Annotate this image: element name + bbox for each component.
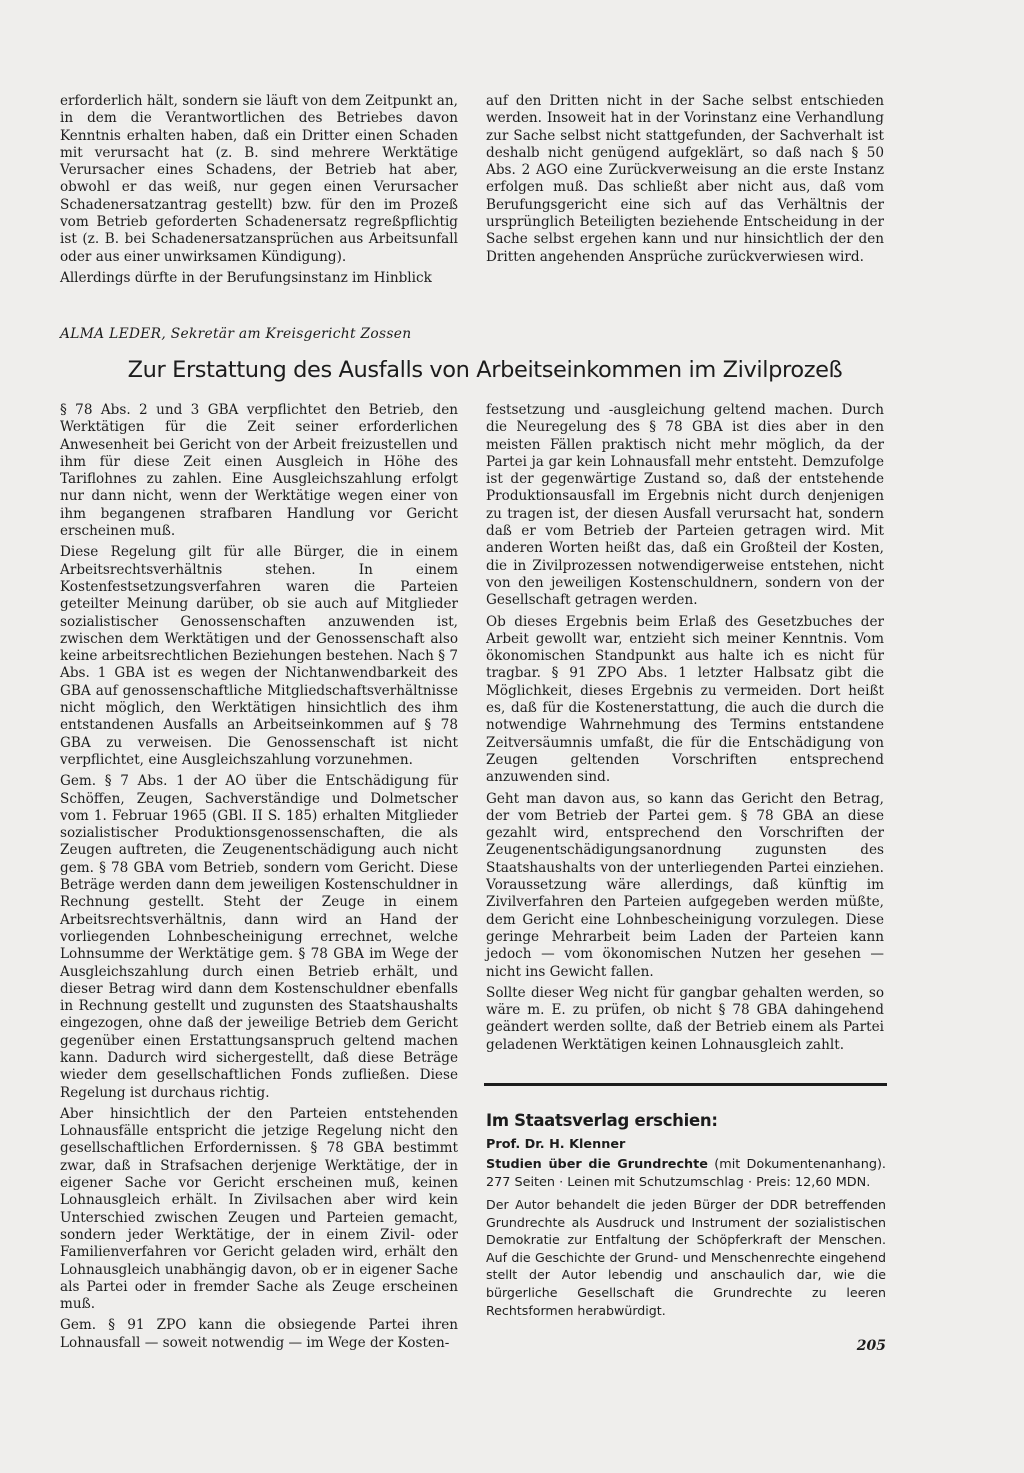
article-title: Zur Erstattung des Ausfalls von Arbeitseinkommen im Zivilprozeß — [127, 357, 843, 383]
paragraph: Gem. § 91 ZPO kann die obsiegende Partei ihren Lohnausfall — soweit notwendig — im Wege der Kosten- — [60, 1317, 458, 1351]
advert-heading: Im Staatsverlag erschien: — [486, 1111, 718, 1130]
article-right-column — [486, 402, 884, 1058]
advert-author: Prof. Dr. H. Klenner — [486, 1137, 626, 1152]
advert-description: Der Autor behandelt die jeden Bürger der DDR betreffenden Grundrechte als Ausdruck und Instrument der sozialistischen Demokratie zur Entfaltung der Schöpferkraft der Menschen. Auf die Geschichte der Grund- und Menschenrechte eingehend stellt der Autor lebendig und anschaulich dar, wie die bürgerliche Gesellschaft die Grundrechte zu leeren Rechtsformen herabwürdigt. — [486, 1197, 886, 1318]
advert-book-title: Studien über die Grundrechte — [486, 1157, 708, 1172]
paragraph: Diese Regelung gilt für alle Bürger, die in einem Arbeitsrechtsverhältnis stehen. In einem Kostenfestsetzungsverfahren waren die Parteien geteilter Meinung darüber, ob sie auch auf Mitglieder sozialistischer Genossenschaften anzuwenden ist, zwischen dem Werktätigen und der Genossenschaft also keine arbeitsrechtlichen Beziehungen bestehen. Nach § 7 Abs. 1 GBA ist es wegen der Nichtanwendbarkeit des GBA auf genossenschaftliche Mitgliedschaftsverhältnisse nicht möglich, den Werktätigen hinsichtlich des ihm entstandenen Ausfalls an Arbeitseinkommen auf § 78 GBA zu verweisen. Die Genossenschaft ist nicht verpflichtet, eine Ausgleichszahlung vorzunehmen. — [60, 544, 459, 768]
advert-book-details: 277 Seiten · Leinen mit Schutzumschlag · Preis: 12,60 MDN. — [486, 1175, 871, 1190]
article-author-line: ALMA LEDER, Sekretär am Kreisgericht Zossen — [60, 326, 412, 342]
paragraph: erforderlich hält, sondern sie läuft von dem Zeitpunkt an, in dem die Verantwortlichen des Betriebes davon Kenntnis erhalten haben, daß ein Dritter einen Schaden mit verursacht hat (z. B. sind mehrere Werktätige Verursacher eines Schadens, der Betrieb hat aber, obwohl er das weiß, nur gegen einen Verursacher Schadenersatzantrag gestellt) bzw. für den im Prozeß vom Betrieb geforderten Schadenersatz regreßpflichtig ist (z. B. bei Schadenersatzansprüchen aus Arbeitsunfall oder aus einer unwirksamen Kündigung). — [60, 93, 458, 265]
paragraph: Aber hinsichtlich der den Parteien entstehenden Lohnausfälle entspricht die jetzige Regelung nicht den gesellschaftlichen Erfordernissen. § 78 GBA bestimmt zwar, daß in Strafsachen derjenige Werktätige, der in eigener Sache vor Gericht erscheinen muß, keinen Lohnausgleich erhält. In Zivilsachen aber wird kein Unterschied zwischen Zeugen und Parteien gemacht, sondern jeder Werktätige, der in einem Zivil- oder Familienverfahren vor Gericht geladen wird, erhält den Lohnausgleich unabhängig davon, ob er in eigener Sache als Partei oder in fremder Sache als Zeuge erscheinen muß. — [60, 1105, 458, 1313]
paragraph: Allerdings dürfte in der Berufungsinstanz im Hinblick — [60, 269, 432, 286]
paragraph: § 78 Abs. 2 und 3 GBA verpflichtet den Betrieb, den Werktätigen für die Zeit seiner erforderlichen Anwesenheit bei Gericht von der Arbeit freizustellen und ihm für diese Zeit einen Ausgleich in Höhe des Tariflohnes zu zahlen. Eine Ausgleichszahlung erfolgt nur dann nicht, wenn der Werktätige wegen einer von ihm begangenen strafbaren Handlung vor Gericht erscheinen muß. — [60, 402, 458, 540]
advert-book-info — [486, 1156, 886, 1192]
top-right-column — [486, 93, 884, 270]
paragraph: Gem. § 7 Abs. 1 der AO über die Entschädigung für Schöffen, Zeugen, Sachverständige und Dolmetscher vom 1. Februar 1965 (GBl. II S. 185) erhalten Mitglieder sozialistischer Produktionsgenossenschaften, die als Zeugen auftreten, die Zeugenentschädigung auch nicht gem. § 78 GBA vom Betrieb, sondern vom Gericht. Diese Beträge werden dann dem jeweiligen Kostenschuldner in Rechnung gestellt. Steht der Zeuge in einem Arbeitsrechtsverhältnis, dann wird an Hand der vorliegenden Lohnbescheinigung errechnet, welche Lohnsumme der Werktätige gem. § 78 GBA im Wege der Ausgleichszahlung durch einen Betrieb erhält, und dieser Betrag wird dann dem Kostenschuldner ebenfalls in Rechnung gestellt und zugunsten des Staatshaushalts eingezogen, ohne daß der jeweilige Betrieb dem Gericht gegenüber einen Erstattungsanspruch geltend machen kann. Dadurch wird sichergestellt, daß diese Beträge wieder dem gesellschaftlichen Fonds zufließen. Diese Regelung ist durchaus richtig. — [60, 773, 458, 1101]
top-left-column — [60, 93, 458, 291]
paragraph: Sollte dieser Weg nicht für gangbar gehalten werden, so wäre m. E. zu prüfen, ob nicht § 78 GBA dahingehend geändert werden sollte, daß der Betrieb einem als Partei geladenen Werktätigen keinen Lohnausgleich zahlt. — [486, 984, 884, 1053]
paragraph: festsetzung und -ausgleichung geltend machen. Durch die Neuregelung des § 78 GBA ist dies aber in den meisten Fällen praktisch nicht mehr möglich, da der Partei ja gar kein Lohnausfall mehr entsteht. Demzufolge ist der gegenwärtige Zustand so, daß der entstehende Produktionsausfall im Ergebnis nicht durch denjenigen zu tragen ist, der diesen Ausfall verursacht hat, sondern daß er vom Betrieb der Parteien getragen wird. Mit anderen Worten heißt das, daß ein Großteil der Kosten, die in Zivilprozessen notwendigerweise entstehen, nicht von den jeweiligen Kostenschuldnern, sondern von der Gesellschaft getragen werden. — [486, 402, 884, 609]
section-divider — [484, 1083, 887, 1086]
paragraph: auf den Dritten nicht in der Sache selbst entschieden werden. Insoweit hat in der Vorinstanz eine Verhandlung zur Sache selbst nicht stattgefunden, der Sachverhalt ist deshalb nicht genügend aufgeklärt, so daß nach § 50 Abs. 2 AGO eine Zurückverweisung an die erste Instanz erfolgen muß. Das schließt aber nicht aus, daß vom Berufungsgericht eine sich auf das Verhältnis der ursprünglich Beteiligten beziehende Entscheidung in der Sache selbst ergehen kann und nur hinsichtlich der den Dritten angehenden Ansprüche zurückverwiesen wird. — [486, 93, 884, 265]
paragraph: Geht man davon aus, so kann das Gericht den Betrag, der vom Betrieb der Partei gem. § 78 GBA an diese gezahlt wird, entsprechend den Vorschriften der Zeugenentschädigungsanordnung zugunsten des Staatshaushalts von der unterliegenden Partei einziehen. Voraussetzung wäre allerdings, daß künftig im Zivilverfahren den Parteien aufgegeben werden müßte, dem Gericht eine Lohnbescheinigung vorzulegen. Diese geringe Mehrarbeit beim Laden der Parteien kann jedoch — vom ökonomischen Nutzen her gesehen — nicht ins Gewicht fallen. — [486, 790, 884, 980]
page-number: 205 — [856, 1338, 886, 1354]
publisher-advert — [486, 1110, 886, 1319]
advert-book-subtitle: (mit Dokumentenanhang). — [714, 1157, 887, 1172]
paragraph: Ob dieses Ergebnis beim Erlaß des Gesetzbuches der Arbeit gewollt war, entzieht sich meiner Kenntnis. Vom ökonomischen Standpunkt aus halte ich es nicht für tragbar. § 91 ZPO Abs. 1 letzter Halbsatz gibt die Möglichkeit, dieses Ergebnis zu vermeiden. Dort heißt es, daß für die Kostenerstattung, die auch die durch die notwendige Wahrnehmung des Termins entstandene Zeitversäumnis umfaßt, die für die Entschädigung von Zeugen geltenden Vorschriften entsprechend anzuwenden sind. — [486, 613, 884, 786]
article-left-column — [60, 402, 458, 1356]
